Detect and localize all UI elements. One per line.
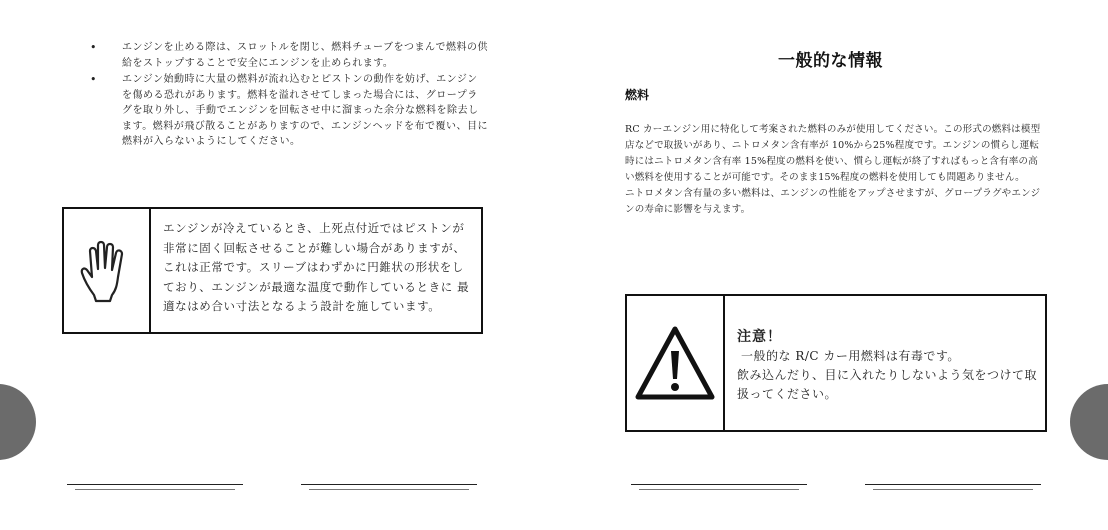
bullet-list (88, 40, 488, 151)
side-tab (0, 384, 36, 460)
list-item (88, 72, 488, 150)
list-item (88, 40, 488, 71)
caution-title: 注意！ (737, 329, 782, 345)
caution-icon-cell (627, 296, 725, 430)
hand-stop-icon (76, 235, 138, 307)
caution-text (725, 296, 1045, 430)
footer-rule (301, 484, 477, 485)
caution-box (625, 294, 1047, 432)
bullet-marker: • (90, 41, 97, 54)
bullet-text: エンジン始動時に大量の燃料が流れ込むとピストンの動作を妨げ、エンジンを傷める恐れがあります。燃料を溢れさせてしまった場合には、グロープラグを取り外し、手動でエンジンを回転させ中に溜まった余分な燃料を除去します。燃料が飛び散ることがありますので、エンジンヘッドを布で覆い、目に燃料が入らないようにしてください。 (122, 74, 488, 147)
page-title: 一般的な情報 (778, 51, 883, 71)
bullet-marker: • (90, 73, 97, 86)
note-icon-cell (64, 209, 151, 332)
caution-line: 飲み込んだり、目に入れたりしないよう気をつけて取扱ってください。 (737, 368, 1038, 401)
footer-rule (631, 484, 807, 485)
warning-triangle-icon (632, 323, 718, 403)
note-text: エンジンが冷えているとき、上死点付近ではピストンが非常に固く回転させることが難しい場合がありますが、これは正常です。スリーブはわずかに円錐状の形状をしており、エンジンが最適な温度で動作しているときに 最適なはめ合い寸法となるよう設計を施しています。 (163, 221, 470, 313)
footer-rule (67, 484, 243, 485)
fuel-description (625, 122, 1047, 218)
bullet-text: エンジンを止める際は、スロットルを閉じ、燃料チューブをつまんで燃料の供給をストップすることで安全にエンジンを止められます。 (122, 42, 488, 69)
section-heading: 燃料 (625, 88, 650, 102)
caution-line: 一般的な R/C カー用燃料は有毒です。 (741, 349, 960, 363)
note-box (62, 207, 483, 334)
paragraph: RC カーエンジン用に特化して考案された燃料のみが使用してください。この形式の燃料は模型店などで取扱いがあり、ニトロメタン含有率が 10%から25%程度です。エンジンの慣らし運転時にはニトロメタン含有率 15%程度の燃料を使い、慣らし運転が終了すればもっと含有率の高い燃料を使用することが可能です。そのまま15%程度の燃料を使用しても問題ありません。 (625, 124, 1041, 183)
paragraph: ニトロメタン含有量の多い燃料は、エンジンの性能をアップさせますが、グロープラグやエンジンの寿命に影響を与えます。 (625, 188, 1041, 215)
right-page (554, 0, 1108, 530)
side-tab (1070, 384, 1108, 460)
footer-rule (865, 484, 1041, 485)
